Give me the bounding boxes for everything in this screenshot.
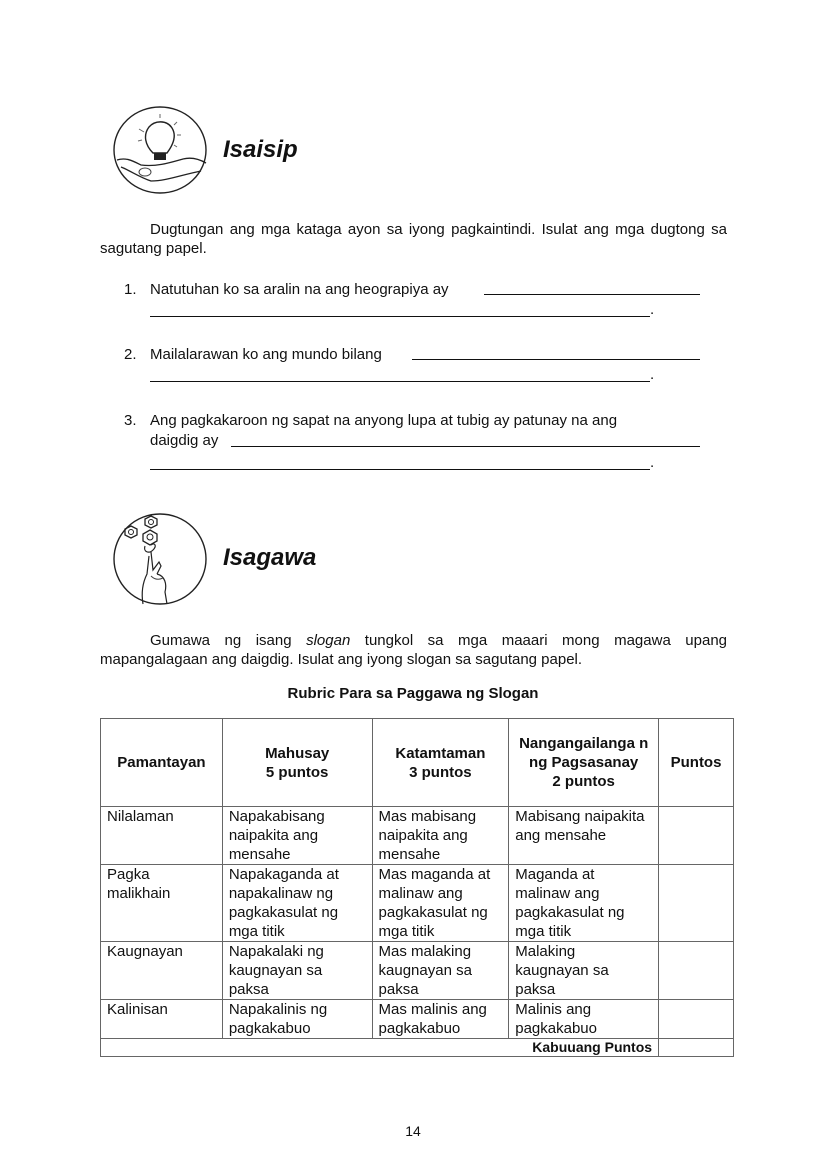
katamtaman-cell: Mas maganda at malinaw ang pagkakasulat ng mga titik (372, 865, 509, 942)
mahusay-cell: Napakalaki ng kaugnayan sa paksa (222, 942, 372, 1000)
line-end-period: . (650, 366, 655, 383)
section-title-isaisip: Isaisip (223, 136, 298, 163)
line-end-period: . (650, 301, 655, 318)
page-number: 14 (405, 1123, 421, 1139)
answer-line[interactable] (150, 469, 650, 470)
total-label: Kabuuang Puntos (101, 1039, 659, 1057)
rubric-title: Rubric Para sa Paggawa ng Slogan (287, 685, 539, 702)
slogan-emphasis: slogan (306, 632, 351, 649)
pagsasanay-cell: Malinis ang pagkakabuo (509, 1000, 659, 1039)
criterion-cell: Nilalaman (101, 807, 223, 865)
item-text: Natutuhan ko sa aralin na ang heograpiya ay (150, 281, 449, 298)
criterion-cell: Kaugnayan (101, 942, 223, 1000)
answer-line[interactable] (150, 381, 650, 382)
header-mahusay: Mahusay 5 puntos (222, 719, 372, 807)
pagsasanay-cell: Malaking kaugnayan sa paksa (509, 942, 659, 1000)
puntos-cell[interactable] (659, 942, 734, 1000)
rubric-header-row (101, 719, 734, 807)
item-number: 3. (124, 412, 137, 429)
total-row (101, 1039, 734, 1057)
table-row (101, 865, 734, 942)
item-text: Mailalarawan ko ang mundo bilang (150, 346, 382, 363)
puntos-cell[interactable] (659, 865, 734, 942)
header-nangangailangan: Nangangailanga n ng Pagsasanay 2 puntos (509, 719, 659, 807)
isagawa-instructions: Gumawa ng isang slogan tungkol sa mga maaari mong magawa upang mapangalagaan ang daigdig. Isulat ang iyong slogan sa sagutang papel. (100, 632, 728, 668)
puntos-cell[interactable] (659, 1000, 734, 1039)
header-katamtaman: Katamtaman 3 puntos (372, 719, 509, 807)
item-number: 2. (124, 346, 137, 363)
criterion-cell: Pagka malikhain (101, 865, 223, 942)
header-puntos: Puntos (659, 719, 734, 807)
mahusay-cell: Napakalinis ng pagkakabuo (222, 1000, 372, 1039)
item-text-line1: Ang pagkakaroon ng sapat na anyong lupa at tubig ay patunay na ang (150, 412, 618, 429)
isaisip-instructions: Dugtungan ang mga kataga ayon sa iyong pagkaintindi. Isulat ang mga dugtong sa sagutang papel. (100, 221, 727, 257)
lightbulb-hand-icon (111, 105, 209, 193)
answer-line[interactable] (412, 359, 700, 360)
item-number: 1. (124, 281, 137, 298)
table-row (101, 807, 734, 865)
answer-line[interactable] (150, 316, 650, 317)
pagsasanay-cell: Maganda at malinaw ang pagkakasulat ng mga titik (509, 865, 659, 942)
katamtaman-cell: Mas malinis ang pagkakabuo (372, 1000, 509, 1039)
mahusay-cell: Napakaganda at napakalinaw ng pagkakasulat ng mga titik (222, 865, 372, 942)
table-row (101, 942, 734, 1000)
table-row (101, 1000, 734, 1039)
section-title-isagawa: Isagawa (223, 544, 317, 571)
rubric-table (100, 718, 734, 1057)
mahusay-cell: Napakabisang naipakita ang mensahe (222, 807, 372, 865)
item-text-line2: daigdig ay (150, 432, 219, 449)
header-pamantayan: Pamantayan (101, 719, 223, 807)
answer-line[interactable] (231, 446, 700, 447)
pagsasanay-cell: Mabisang naipakita ang mensahe (509, 807, 659, 865)
hand-bolts-icon (111, 512, 209, 600)
criterion-cell: Kalinisan (101, 1000, 223, 1039)
total-value-cell[interactable] (659, 1039, 734, 1057)
katamtaman-cell: Mas malaking kaugnayan sa paksa (372, 942, 509, 1000)
katamtaman-cell: Mas mabisang naipakita ang mensahe (372, 807, 509, 865)
line-end-period: . (650, 454, 655, 471)
puntos-cell[interactable] (659, 807, 734, 865)
answer-line[interactable] (484, 294, 700, 295)
